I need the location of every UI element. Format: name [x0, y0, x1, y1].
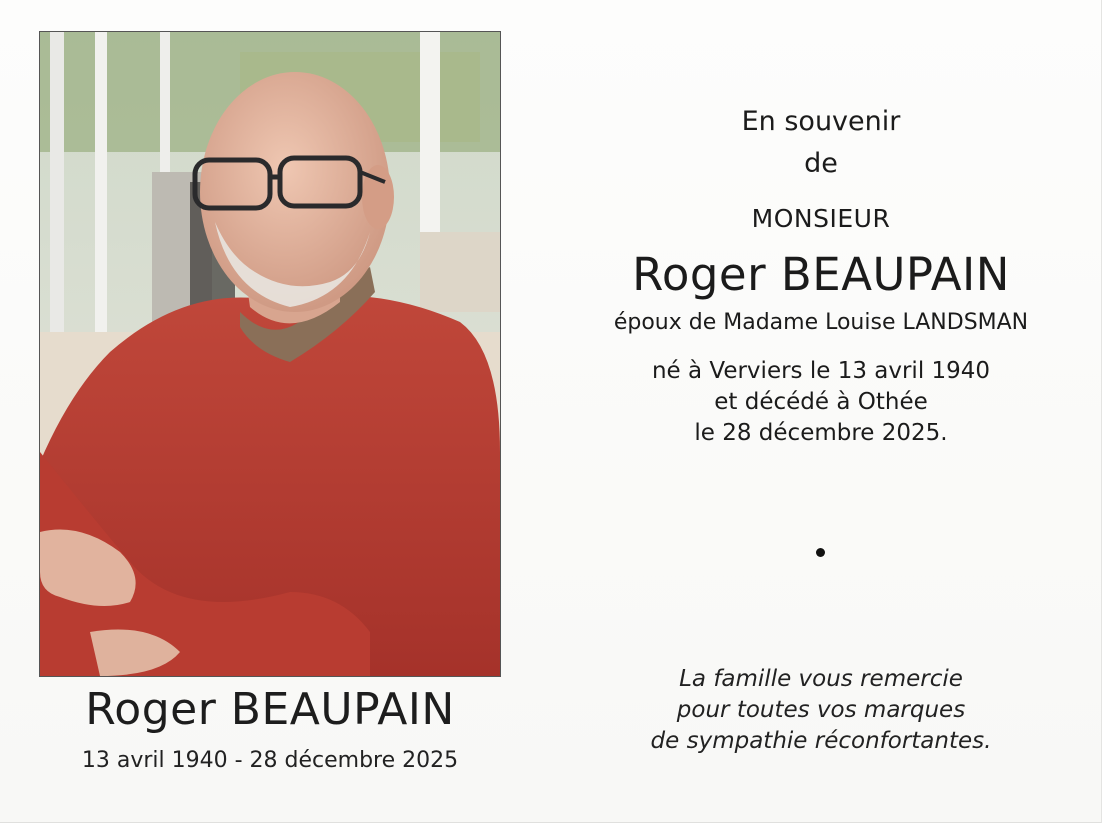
thanks-line: de sympathie réconfortantes. — [650, 728, 992, 754]
deceased-name: Roger BEAUPAIN — [632, 248, 1010, 301]
photo-caption-name: Roger BEAUPAIN — [85, 684, 455, 735]
in-memory-heading: En souvenir — [741, 106, 901, 137]
death-date-text: le 28 décembre 2025. — [694, 420, 948, 446]
separator-dot — [816, 548, 825, 557]
thanks-line: pour toutes vos marques — [676, 697, 966, 723]
title-text: MONSIEUR — [751, 204, 891, 233]
thanks-line: La famille vous remercie — [679, 666, 963, 692]
death-place-text: et décédé à Othée — [714, 389, 928, 415]
photo-caption-dates: 13 avril 1940 - 28 décembre 2025 — [81, 748, 459, 773]
birth-text: né à Verviers le 13 avril 1940 — [651, 358, 991, 384]
spouse-text: époux de Madame Louise LANDSMAN — [613, 310, 1029, 335]
portrait-photo — [39, 31, 501, 677]
of-text: de — [804, 148, 838, 179]
